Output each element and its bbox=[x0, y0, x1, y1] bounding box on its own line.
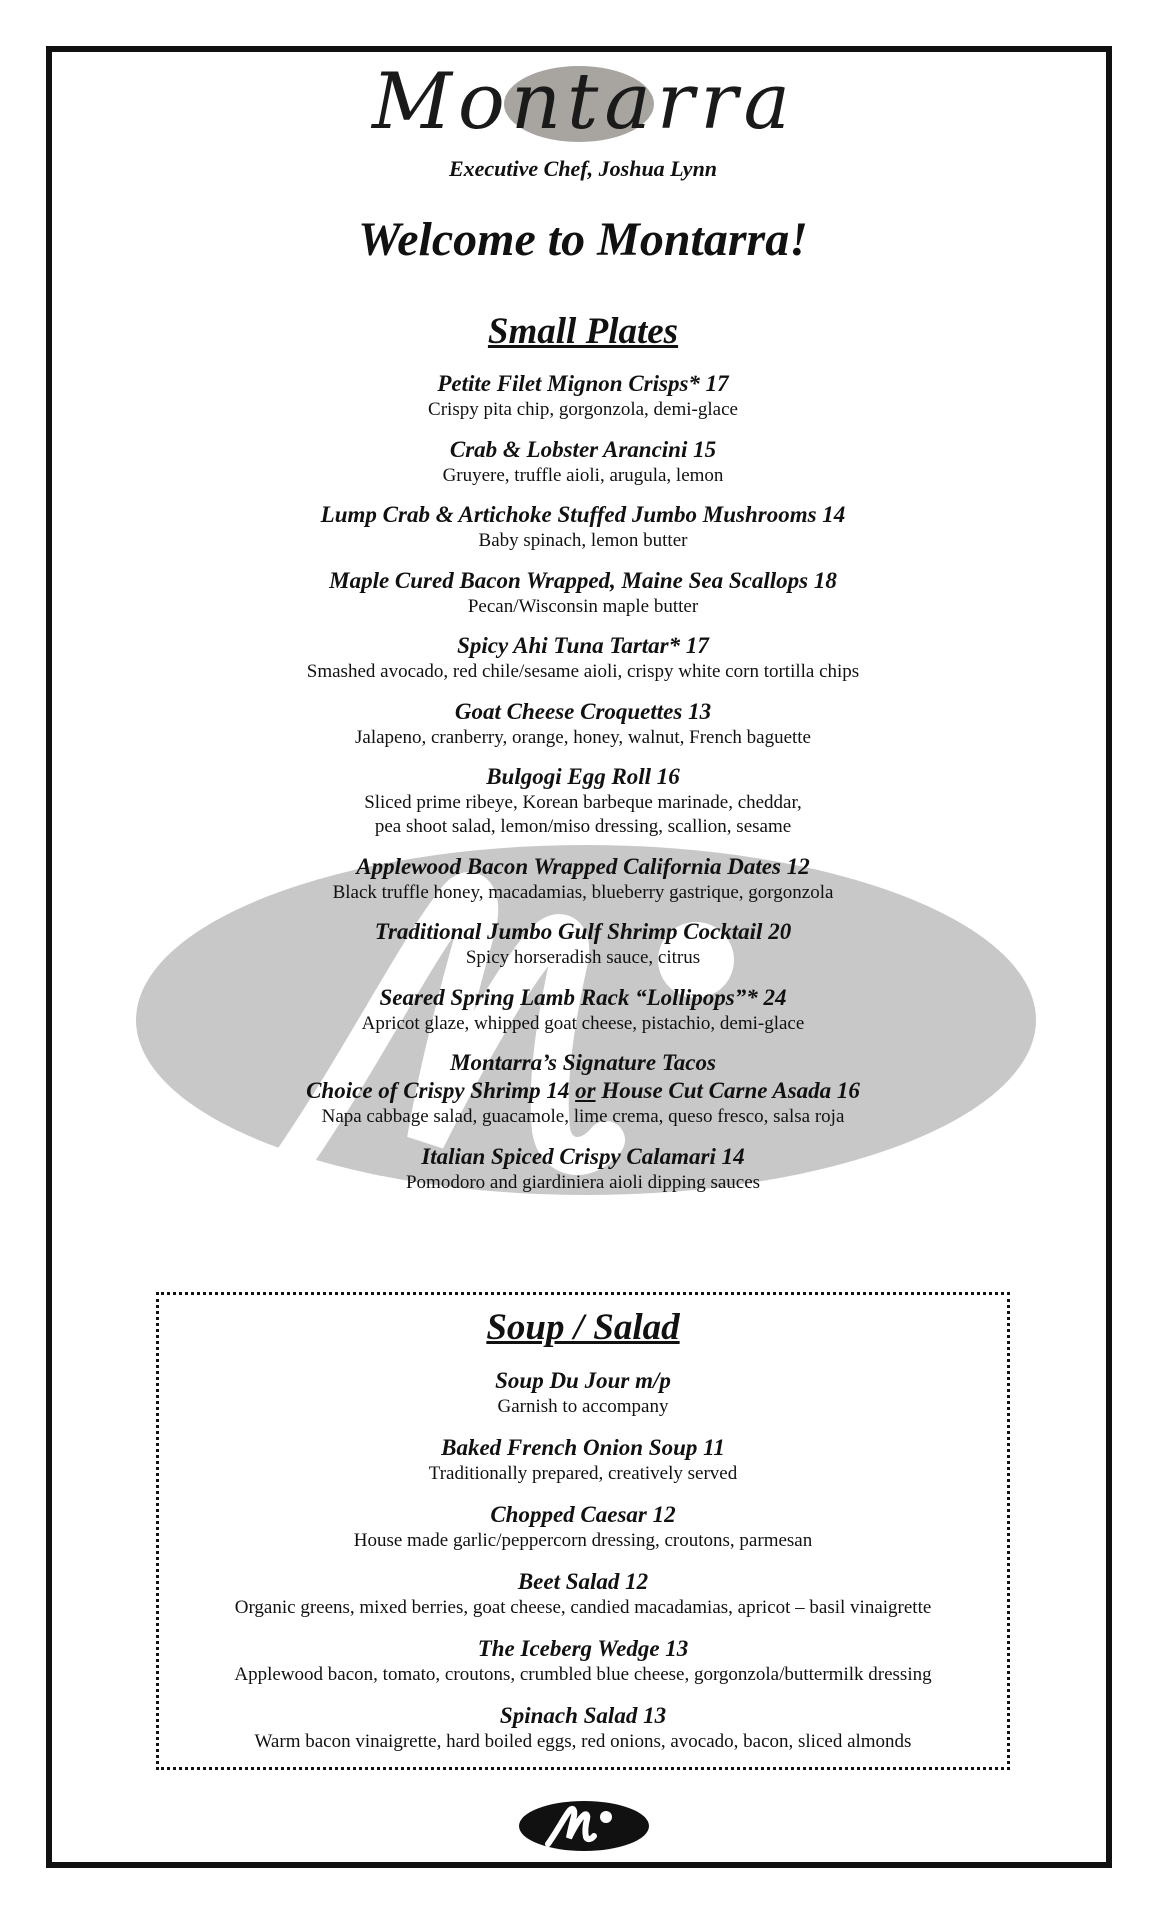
item-name: Spinach Salad 13 bbox=[499, 1703, 667, 1728]
item-desc: Crispy pita chip, gorgonzola, demi-glace bbox=[428, 399, 738, 420]
item-desc: Spicy horseradish sauce, citrus bbox=[465, 947, 701, 968]
item-name: Petite Filet Mignon Crisps* 17 bbox=[437, 371, 729, 396]
menu-item bbox=[52, 1702, 1114, 1754]
item-desc: House made garlic/peppercorn dressing, croutons, parmesan bbox=[353, 1530, 813, 1551]
chef-line: Executive Chef, Joshua Lynn bbox=[448, 156, 718, 181]
menu-item bbox=[52, 1635, 1114, 1687]
item-name: Spicy Ahi Tuna Tartar* 17 bbox=[457, 633, 709, 658]
item-desc: Organic greens, mixed berries, goat cheese, candied macadamias, apricot – basil vinaigrette bbox=[234, 1597, 932, 1618]
item-name: Montarra’s Signature Tacos bbox=[450, 1050, 716, 1075]
menu-item bbox=[52, 763, 1114, 839]
menu-item bbox=[52, 1501, 1114, 1553]
item-desc: Warm bacon vinaigrette, hard boiled eggs, red onions, avocado, bacon, sliced almonds bbox=[254, 1731, 912, 1752]
item-name: The Iceberg Wedge 13 bbox=[477, 1636, 689, 1661]
menu-item-tacos bbox=[52, 1049, 1114, 1129]
menu-item bbox=[52, 918, 1114, 970]
item-desc: Jalapeno, cranberry, orange, honey, walnut, French baguette bbox=[355, 726, 811, 748]
item-name: Traditional Jumbo Gulf Shrimp Cocktail 20 bbox=[374, 919, 792, 944]
item-name: Maple Cured Bacon Wrapped, Maine Sea Scallops 18 bbox=[329, 567, 837, 593]
item-name: Crab & Lobster Arancini 15 bbox=[449, 436, 717, 462]
tacos-choice-a: Choice of Crispy Shrimp 14 bbox=[306, 1078, 570, 1103]
item-desc: Apricot glaze, whipped goat cheese, pistachio, demi-glace bbox=[361, 1012, 805, 1034]
soup-salad-list bbox=[52, 1367, 1114, 1769]
menu-item bbox=[52, 567, 1114, 619]
item-desc: Black truffle honey, macadamias, blueberry gastrique, gorgonzola bbox=[332, 881, 834, 903]
item-desc: Napa cabbage salad, guacamole, lime crema, queso fresco, salsa roja bbox=[321, 1106, 845, 1127]
item-name: Seared Spring Lamb Rack “Lollipops”* 24 bbox=[379, 984, 787, 1010]
item-desc: Pecan/Wisconsin maple butter bbox=[467, 595, 699, 617]
item-name: Applewood Bacon Wrapped California Dates 12 bbox=[356, 853, 810, 879]
footer-logo-icon bbox=[518, 1800, 650, 1852]
menu-item bbox=[52, 501, 1114, 553]
item-desc: Pomodoro and giardiniera aioli dipping sauces bbox=[405, 1171, 761, 1193]
menu-item bbox=[52, 984, 1114, 1036]
item-name: Goat Cheese Croquettes 13 bbox=[454, 698, 712, 724]
item-desc: Smashed avocado, red chile/sesame aioli, crispy white corn tortilla chips bbox=[306, 661, 860, 682]
tacos-choice-b: House Cut Carne Asada 16 bbox=[601, 1078, 860, 1103]
menu-item bbox=[52, 632, 1114, 684]
menu-item bbox=[52, 698, 1114, 750]
item-name: Italian Spiced Crispy Calamari 14 bbox=[421, 1143, 745, 1169]
item-name: Lump Crab & Artichoke Stuffed Jumbo Mushrooms 14 bbox=[320, 502, 846, 527]
welcome-heading: Welcome to Montarra! bbox=[358, 213, 808, 266]
tacos-choice-or: or bbox=[575, 1078, 596, 1103]
item-desc: Garnish to accompany bbox=[497, 1396, 669, 1417]
small-plates-title: Small Plates bbox=[487, 311, 679, 352]
menu-item bbox=[52, 1367, 1114, 1419]
soup-salad-title: Soup / Salad bbox=[486, 1307, 680, 1348]
item-name: Baked French Onion Soup 11 bbox=[441, 1435, 725, 1460]
item-desc: Gruyere, truffle aioli, arugula, lemon bbox=[442, 464, 724, 486]
menu-item bbox=[52, 1143, 1114, 1195]
tacos-choice bbox=[52, 1077, 1114, 1105]
menu-item bbox=[52, 853, 1114, 905]
menu-item bbox=[52, 370, 1114, 422]
small-plates-list bbox=[52, 370, 1114, 1208]
menu-item bbox=[52, 1434, 1114, 1486]
item-name: Bulgogi Egg Roll 16 bbox=[486, 764, 680, 789]
logo-wordmark: Montarra bbox=[372, 57, 796, 147]
item-desc: Sliced prime ribeye, Korean barbeque marinade, cheddar, bbox=[364, 792, 802, 813]
montarra-logo bbox=[264, 56, 904, 166]
item-name: Chopped Caesar 12 bbox=[490, 1502, 676, 1527]
item-name: Soup Du Jour m/p bbox=[495, 1368, 671, 1393]
item-desc: Traditionally prepared, creatively served bbox=[428, 1463, 738, 1484]
menu-item bbox=[52, 1568, 1114, 1620]
item-desc: Applewood bacon, tomato, croutons, crumbled blue cheese, gorgonzola/buttermilk dressing bbox=[234, 1664, 932, 1685]
item-name: Beet Salad 12 bbox=[517, 1569, 649, 1594]
item-desc: pea shoot salad, lemon/miso dressing, scallion, sesame bbox=[374, 816, 792, 837]
item-desc: Baby spinach, lemon butter bbox=[478, 530, 688, 551]
menu-item bbox=[52, 436, 1114, 488]
